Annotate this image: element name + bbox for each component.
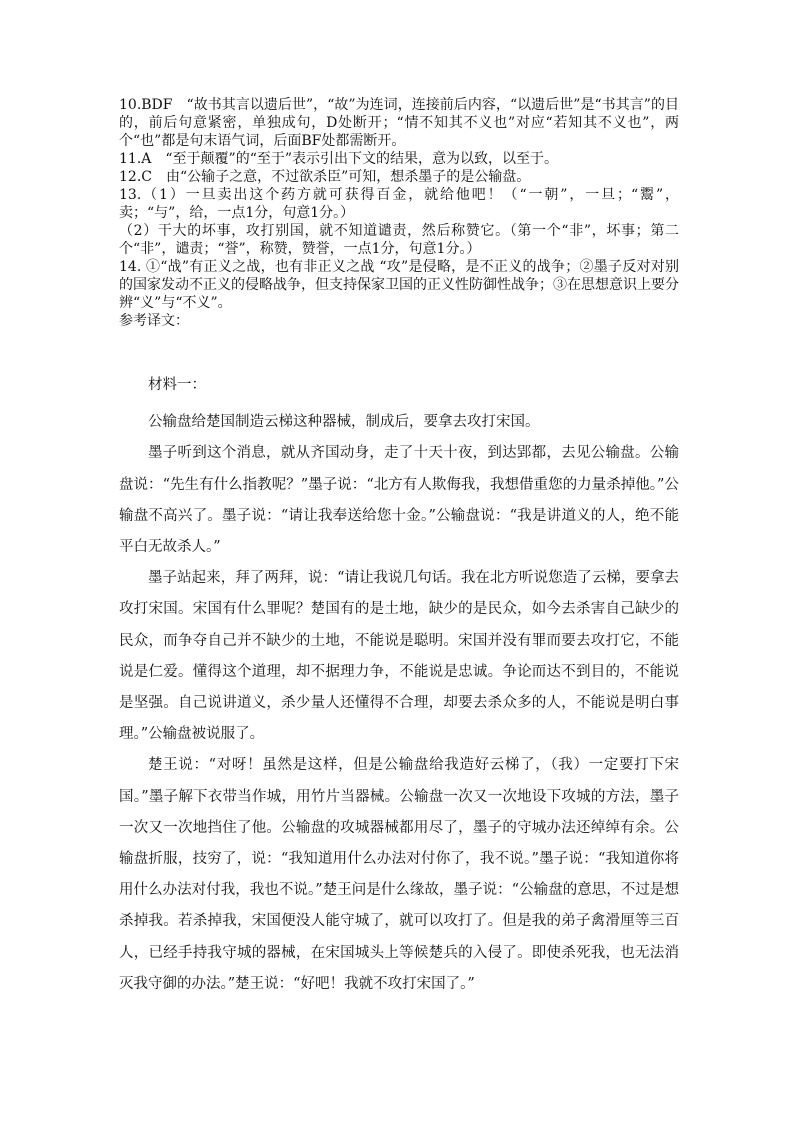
material-heading: 材料一： <box>148 377 206 393</box>
answer-10: 10.BDF “故书其言以遗后世”，“故”为连词，连接前后内容，“以遗后世”是“书其言”的目的，前后句意紧密，单独成句，D处断开；“情不知其不义也”对应“若知其不义也”，两个“也”都是句末语气词，后面BF处都需断开。 <box>119 97 679 149</box>
answer-12: 12.C 由“公输子之意，不过欲杀臣”可知，想杀墨子的是公输盘。 <box>119 169 531 185</box>
answer-13-part-1: 13.（1）一旦卖出这个药方就可获得百金，就给他吧！（“一朝”，一旦；“鬻”，卖；“与”，给，一点1分，句意1分。） <box>119 187 679 221</box>
translation-paragraph-2: 墨子听到这个消息，就从齐国动身，走了十天十夜，到达郢都，去见公输盘。公输盘说：“先生有什么指教呢？”墨子说：“北方有人欺侮我，我想借重您的力量杀掉他。”公输盘不高兴了。墨子说：“请让我奉送给您十金。”公输盘说：“我是讲道义的人，绝不能平白无故杀人。” <box>119 445 679 556</box>
reference-translation-body <box>119 370 679 1000</box>
translation-paragraph-3: 墨子站起来，拜了两拜，说：“请让我说几句话。我在北方听说您造了云梯，要拿去攻打宋国。宋国有什么罪呢？楚国有的是土地，缺少的是民众，如今去杀害自己缺少的民众，而争夺自己并不缺少的土地，不能说是聪明。宋国并没有罪而要去攻打它，不能说是仁爱。懂得这个道理，却不据理力争，不能说是忠诚。争论而达不到目的，不能说是坚强。自己说讲道义，杀少量人还懂得不合理，却要去杀众多的人，不能说是明白事理。”公输盘被说服了。 <box>119 570 679 743</box>
answer-11: 11.A “至于颠覆”的“至于”表示引出下文的结果，意为以致，以至于。 <box>119 151 559 167</box>
answer-13-part-2: （2）干大的坏事，攻打别国，就不知道谴责，然后称赞它。（第一个“非”，坏事；第二个“非”，谴责；“誉”，称赞，赞誉，一点1分，句意1分。） <box>119 223 679 257</box>
reference-translation-title: 参考译文： <box>119 313 189 329</box>
answer-key-section <box>119 96 679 330</box>
answer-14: 14. ①“战”有正义之战，也有非正义之战 “攻”是侵略，是不正义的战争；②墨子反对对别的国家发动不正义的侵略战争，但支持保家卫国的正义性防御性战争；③在思想意识上要分辨“义”与“不义”。 <box>119 259 679 311</box>
translation-paragraph-1: 公输盘给楚国制造云梯这种器械，制成后，要拿去攻打宋国。 <box>148 414 540 431</box>
translation-paragraph-4: 楚王说：“对呀！虽然是这样，但是公输盘给我造好云梯了，（我）一定要打下宋国。”墨子解下衣带当作城，用竹片当器械。公输盘一次又一次地设下攻城的方法，墨子一次又一次地挡住了他。公输盘的攻城器械都用尽了，墨子的守城办法还绰绰有余。公输盘折服，技穷了，说：“我知道用什么办法对付你了，我不说。”墨子说：“我知道你将用什么办法对付我，我也不说。”楚王问是什么缘故，墨子说：“公输盘的意思，不过是想杀掉我。若杀掉我，宋国便没人能守城了，就可以攻打了。但是我的弟子禽滑厘等三百人，已经手持我守城的器械，在宋国城头上等候楚兵的入侵了。即使杀死我，也无法消灭我守御的办法。”楚王说：“好吧！我就不攻打宋国了。” <box>119 757 679 992</box>
